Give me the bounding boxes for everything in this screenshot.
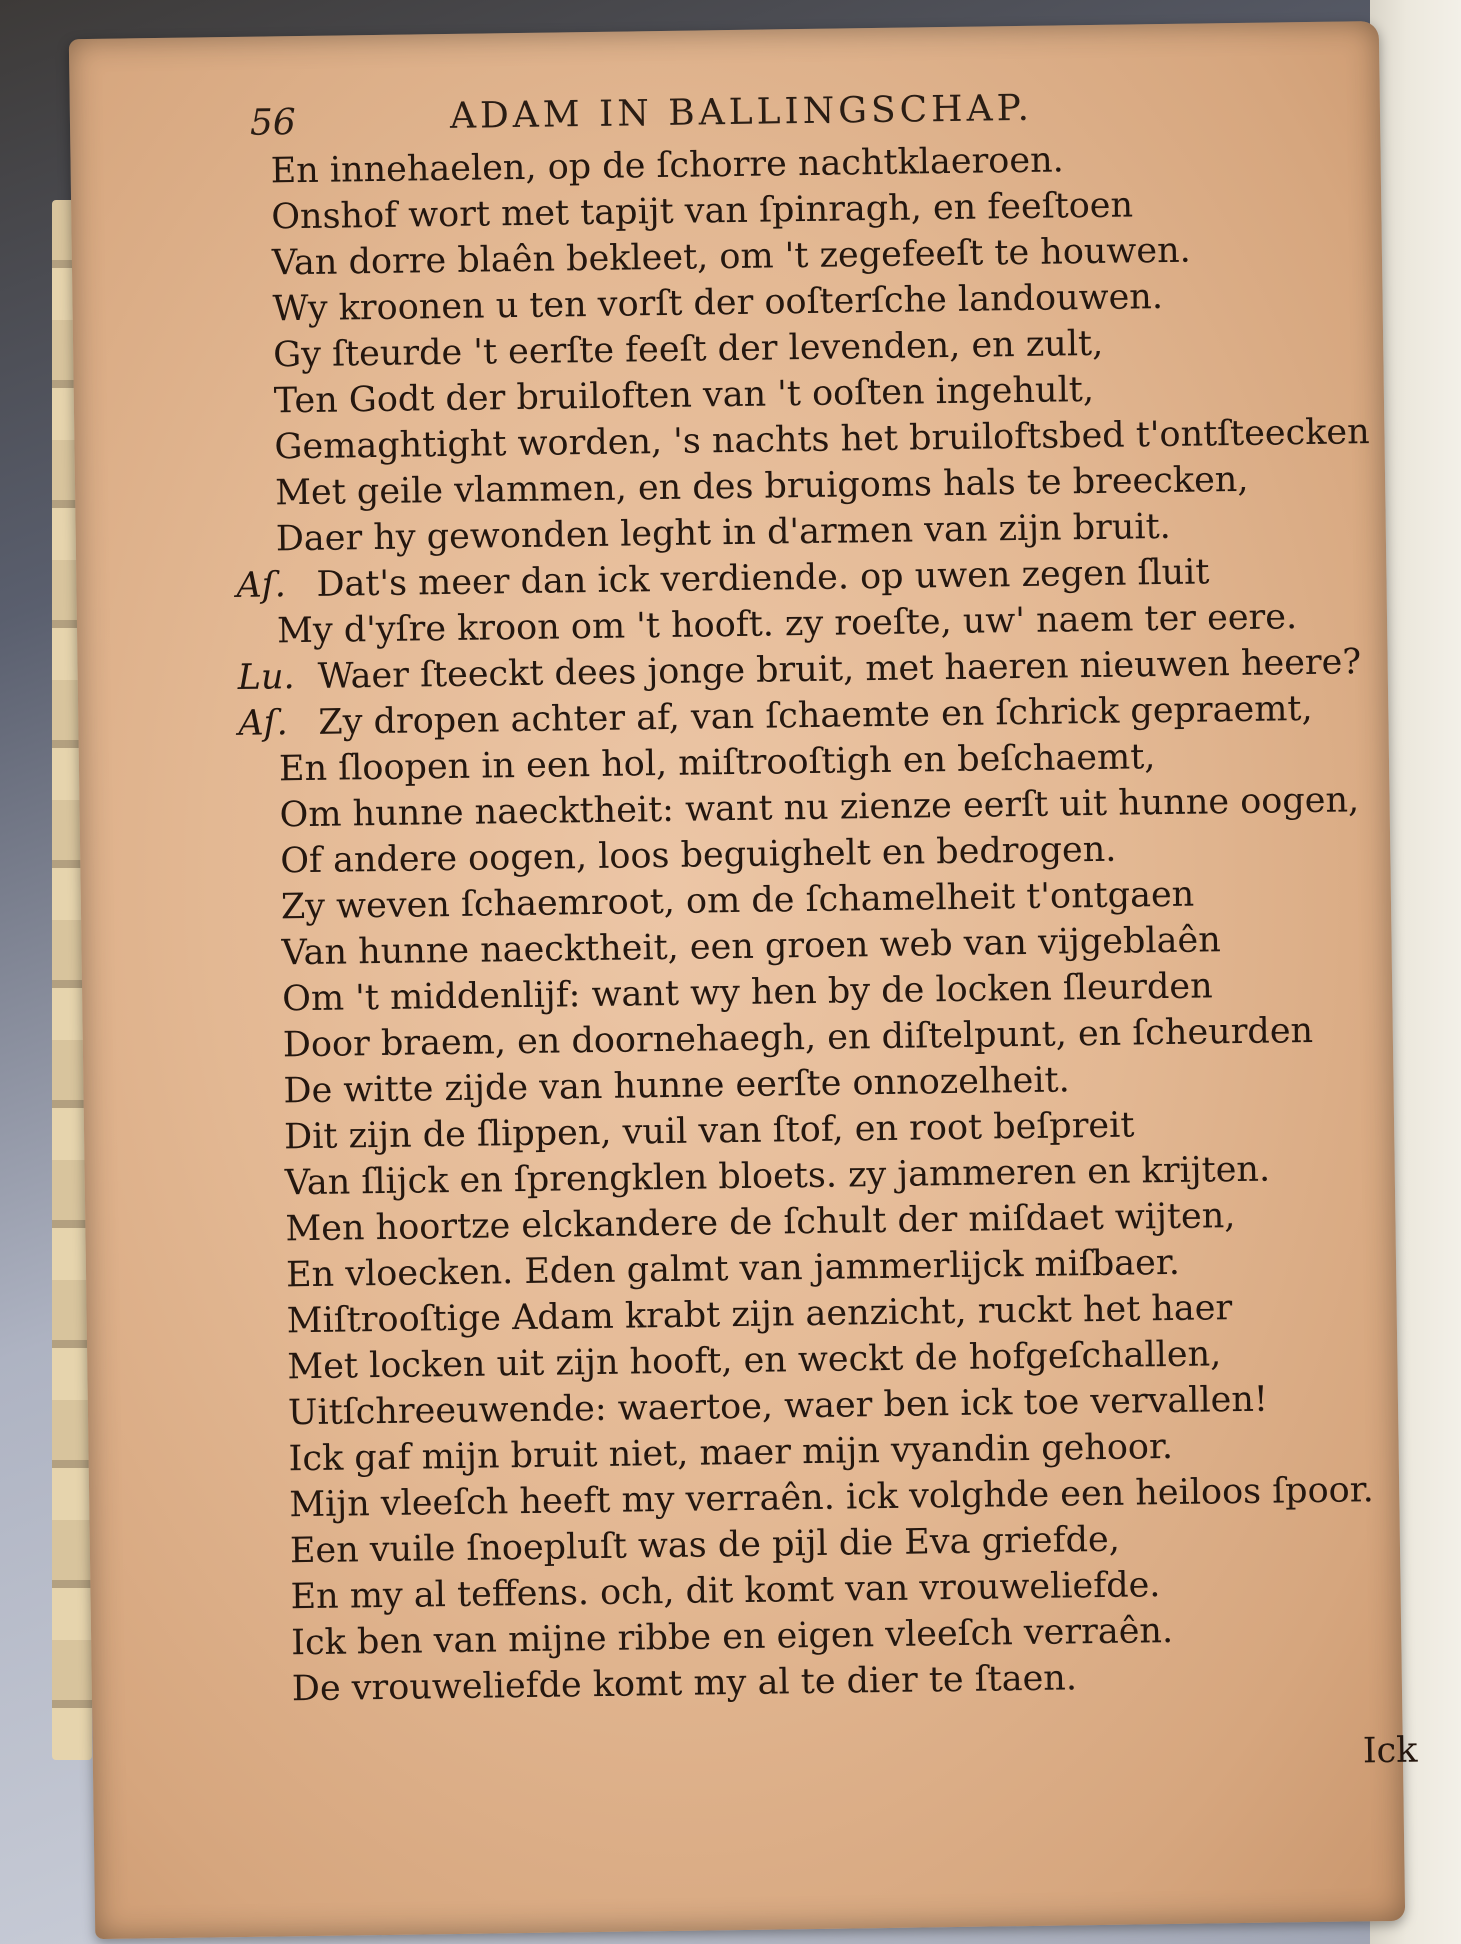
- running-title: ADAM IN BALLINGSCHAP.: [449, 87, 1034, 137]
- verse-text: Ick ben van mijne ribbe en eigen vleeſch verraên.: [290, 1610, 1174, 1664]
- verse-text: Met locken uit zijn hooft, en weckt de hofgeſchallen,: [287, 1334, 1222, 1388]
- verse-text: Dat's meer dan ick verdiende. op uwen zegen ſluit: [316, 552, 1210, 605]
- verse-text: Ick gaf mijn bruit niet, maer mijn vyandin gehoor.: [288, 1426, 1174, 1480]
- verse-text: Van dorre blaên bekleet, om 't zegefeeſt te houwen.: [271, 230, 1192, 284]
- verse-text: En ſloopen in een hol, miſtrooſtigh en beſchaemt,: [278, 737, 1156, 790]
- verse-text: Ten Godt der bruiloften van 't ooſten ingehult,: [273, 369, 1095, 422]
- verse-text: Van hunne naecktheit, een groen web van vijgeblaên: [281, 920, 1221, 974]
- page-number: 56: [249, 102, 297, 144]
- verse-text: My d'yſre kroon om 't hooft. zy roeſte, uw' naem ter eere.: [276, 597, 1298, 652]
- verse-text: En vloecken. Eden galmt van jammerlijck miſbaer.: [285, 1242, 1181, 1296]
- verse-text: Onshof wort met tapijt van ſpinragh, en feeſtoen: [271, 185, 1134, 238]
- book-page: [69, 21, 1418, 1939]
- speaker-label: Aſ.: [236, 565, 287, 606]
- verse-text: Door braem, en doornehaegh, en diſtelpunt, en ſcheurden: [282, 1010, 1314, 1066]
- verse-text: Of andere oogen, loos beguighelt en bedrogen.: [280, 829, 1117, 882]
- verse-text: Om 't middenlijf: want wy hen by de locken ſleurden: [281, 966, 1213, 1020]
- verse-text: Met geile vlammen, en des bruigoms hals te breecken,: [274, 459, 1249, 514]
- verse-text: Men hoortze elckandere de ſchult der miſdaet wijten,: [285, 1196, 1236, 1250]
- verse-text: Van ſlijck en ſprengklen bloets. zy jammeren en krijten.: [284, 1149, 1271, 1204]
- verse-text: Wy kroonen u ten vorſt der ooſterſche landouwen.: [272, 276, 1164, 330]
- verse-text: Gy ſteurde 't eerſte feeſt der levenden, en zult,: [272, 323, 1104, 376]
- verse-text: Zy dropen achter af, van ſchaemte en ſchrick gepraemt,: [318, 688, 1313, 743]
- verse-text: Gemaghtight worden, 's nachts het bruiloftsbed t'ontſteecken: [274, 412, 1370, 468]
- verse-text: En my al teffens. och, dit komt van vrouweliefde.: [290, 1565, 1161, 1618]
- verse-text: En innehaelen, op de ſchorre nachtklaeroen.: [270, 140, 1064, 192]
- verse-text: Miſtrooſtige Adam krabt zijn aenzicht, ruckt het haer: [286, 1288, 1233, 1342]
- verse-text: Zy weven ſchaemroot, om de ſchamelheit t'ontgaen: [280, 874, 1195, 928]
- verse-text: Dit zijn de ſlippen, vuil van ſtof, en root beſpreit: [283, 1105, 1135, 1158]
- verse-text: Uitſchreeuwende: waertoe, waer ben ick toe vervallen!: [287, 1379, 1269, 1434]
- verse-text: Mijn vleeſch heeft my verraên. ick volghde een heiloos ſpoor.: [289, 1470, 1374, 1526]
- verse-text: Daer hy gewonden leght in d'armen van zijn bruit.: [275, 506, 1172, 560]
- verse-text: De vrouweliefde komt my al te dier te ſtaen.: [291, 1658, 1078, 1710]
- speaker-label: Aſ.: [238, 703, 289, 744]
- speaker-label: Lu.: [237, 657, 295, 698]
- verse-text: De witte zijde van hunne eerſte onnozelheit.: [283, 1060, 1071, 1112]
- verse-text: Een vuile ſnoepluſt was de pijl die Eva griefde,: [289, 1519, 1121, 1572]
- verse-text: Waer ſteeckt dees jonge bruit, met haeren nieuwen heere?: [317, 642, 1362, 697]
- verse-text: Om hunne naecktheit: want nu zienze eerſt uit hunne oogen,: [279, 780, 1360, 836]
- catchword: Ick: [1362, 1730, 1418, 1772]
- verse-block: [230, 133, 1393, 1799]
